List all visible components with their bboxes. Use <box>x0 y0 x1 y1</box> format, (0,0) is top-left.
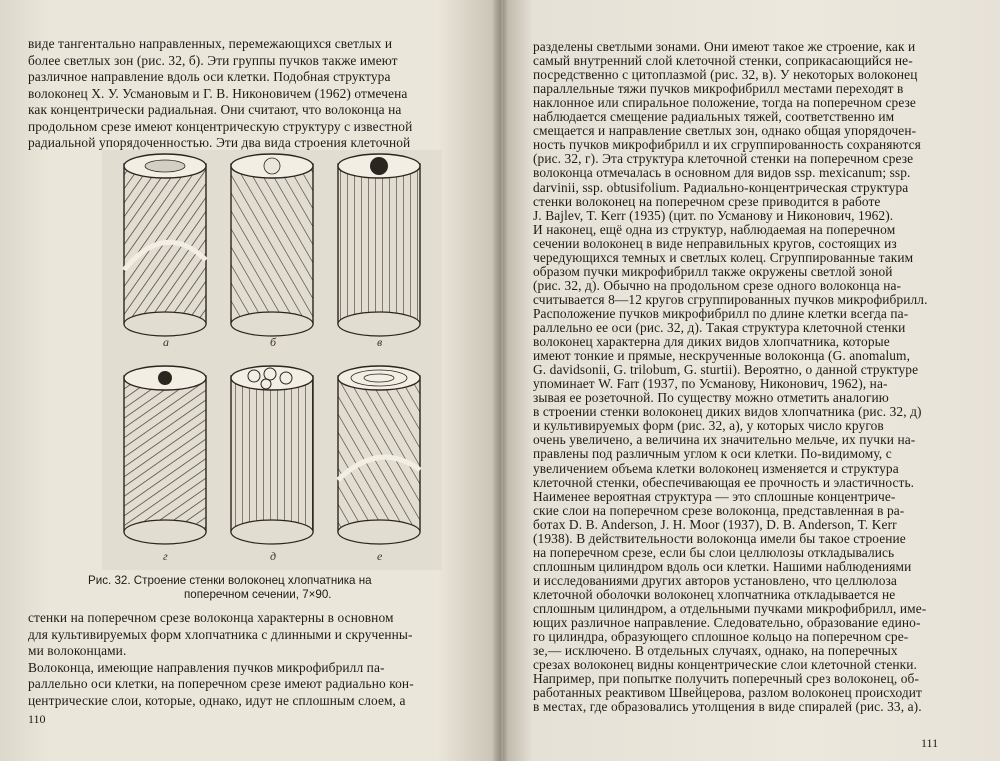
text-line: сплошным цилиндром вдоль оси клетки. Нашими наблюдениями <box>533 558 912 574</box>
panel-label-g: г <box>163 549 168 563</box>
text-line: упоминает W. Farr (1937, по Усманову, Никонович, 1962), на- <box>533 376 888 392</box>
book-gutter <box>492 0 508 761</box>
right-page <box>503 0 1000 761</box>
text-line: правлены под различным углом к оси клетки. По-видимому, с <box>533 446 892 462</box>
text-line: продольном срезе имеют концентрическую структуру с известной <box>28 118 413 134</box>
text-line: увеличением объема клетки волоконец изменяется и структура <box>533 460 899 476</box>
panel-d-cylinder <box>231 366 313 544</box>
text-line: для культивируемых форм хлопчатника с длинными и скрученны- <box>28 626 413 642</box>
text-line: наблюдается смещение радиальных тяжей, соответственно им <box>533 109 895 125</box>
text-line: G. davidsonii, G. trilobum, G. sturtii). Вероятно, о данной структуре <box>533 362 919 378</box>
panel-e-cylinder <box>338 366 420 544</box>
text-line: волоконец Х. У. Усмановым и Г. В. Никоновичем (1962) отмечена <box>28 85 408 101</box>
text-line: J. Bajlev, T. Kerr (1935) (цит. по Усманову и Никонович, 1962). <box>533 207 894 223</box>
text-line: сечении волоконец в виде неправильных кругов, состоящих из <box>533 235 897 251</box>
text-line: виде тангентально направленных, перемежающихся светлых и <box>28 36 393 51</box>
text-line: в местах, где образовались утолщения в виде спиралей (рис. 33, а). <box>533 699 922 715</box>
text-line: и культивируемых форм (рис. 32, а), у которых число кругов <box>533 418 884 434</box>
left-page <box>0 0 497 761</box>
figure-32 <box>102 150 442 570</box>
text-line: разделены светлыми зонами. Они имеют такое же строение, как и <box>533 39 916 54</box>
text-line: наклонное или спиральное положение, тогда на поперечном срезе <box>533 95 916 111</box>
text-line: различное направление вдоль оси клетки. Подобная структура <box>28 69 391 84</box>
text-line: центрические слои, которые, однако, идут не сплошным слоем, а <box>28 692 406 708</box>
text-line: darvinii, ssp. obtusifolium. Радиально-концентрическая структура <box>533 179 909 195</box>
text-line: волоконец характерна для диких видов хлопчатника, которые <box>533 334 890 350</box>
text-line: зывая ее розеточной. По существу можно отметить аналогию <box>533 390 889 406</box>
text-line: очень увеличено, а величина их значительно мельче, их пучки на- <box>533 432 916 448</box>
text-line: в строении стенки волоконец диких видов хлопчатника (рис. 32, д) <box>533 404 922 420</box>
page-number-left: 110 <box>28 712 46 726</box>
text-line: образом пучки микрофибрилл также окружены светлой зоной <box>533 263 893 279</box>
panel-label-d: д <box>270 549 277 563</box>
text-line: чередующихся темных и светлых колец. Сгруппированные таким <box>533 249 914 265</box>
text-line: и исследованиями других авторов установлено, что целлюлоза <box>533 572 897 588</box>
text-line: (рис. 32, д). Обычно на продольном срезе одного волоконца на- <box>533 277 902 293</box>
text-line: считывается 8—12 кругов сгруппированных пучков микрофибрилл. <box>533 291 928 307</box>
text-line: раллельно ее оси (рис. 32, д). Такая структура клеточной стенки <box>533 320 906 335</box>
text-line: ющих различное направление. Следовательно, образование едино- <box>533 615 921 631</box>
text-line: сплошным цилиндром, а отдельными пучками микрофибрилл, име- <box>533 601 927 616</box>
panel-label-a: а <box>163 335 169 349</box>
panel-a-cylinder <box>124 154 206 336</box>
figure-caption-line-2: поперечном сечении, 7×90. <box>184 588 332 601</box>
page-number-right: 111 <box>921 736 939 750</box>
text-line: Волоконца, имеющие направления пучков микрофибрилл па- <box>28 659 385 675</box>
panel-v-cylinder <box>338 154 420 336</box>
text-line: на поперечном срезе, если бы слои целлюлозы откладывались <box>533 544 895 560</box>
figure-32-drawing <box>102 150 442 570</box>
text-line: как концентрически радиальная. Они считают, что волоконца на <box>28 102 402 117</box>
panel-g-cylinder <box>124 366 206 544</box>
panel-label-v: в <box>377 335 383 349</box>
text-line: И наконец, ещё одна из структур, наблюдаемая на поперечном <box>533 221 896 237</box>
text-line: зе,— исключено. В отдельных случаях, однако, на поперечных <box>533 643 898 659</box>
text-line: параллельные тяжи пучков микрофибрилл местами переходят в <box>533 81 904 97</box>
text-line: Например, при попытке получить поперечный срез волоконец, об- <box>533 671 920 687</box>
text-line: клеточной стенки, обеспечивающая ее прочность и эластичность. <box>533 474 915 490</box>
text-line: го цилиндра, образующего сплошное кольцо на поперечном сре- <box>533 629 909 645</box>
text-line: работанных реактивом Швейцерова, разлом волоконец происходит <box>533 685 922 701</box>
text-line: стенки на поперечном срезе волоконца характерны в основном <box>28 610 394 625</box>
text-line: радиальной упорядоченностью. Эти два вида строения клеточной <box>28 135 411 150</box>
text-line: клеточной оболочки волоконец хлопчатника откладывается не <box>533 586 896 602</box>
text-line: смещается и направление светлых зон, однако общая упорядочен- <box>533 123 917 139</box>
text-line: Наименее вероятная структура — это сплошные концентриче- <box>533 488 896 504</box>
panel-label-b: б <box>270 335 277 349</box>
panel-label-e: е <box>377 549 383 563</box>
text-line: Расположение пучков микрофибрилл по длине клетки всегда па- <box>533 305 909 321</box>
text-line: срезах волоконец видны концентрические слои клеточной стенки. <box>533 657 917 673</box>
text-line: имеют тонкие и прямые, нескрученные волоконца (G. anomalum, <box>533 348 911 364</box>
text-line: (рис. 32, г). Эта структура клеточной стенки на поперечном срезе <box>533 151 914 167</box>
text-line: ность пучков микрофибрилл и их сгруппированность сохраняются <box>533 137 921 153</box>
text-line: стенки волоконец на поперечном срезе приводится в работе <box>533 193 881 209</box>
figure-caption-line-1: Рис. 32. Строение стенки волоконец хлопчатника на <box>88 574 372 587</box>
text-line: более светлых зон (рис. 32, б). Эти группы пучков также имеют <box>28 52 398 68</box>
text-line: ботах D. B. Anderson, J. H. Moor (1937), D. B. Anderson, T. Kerr <box>533 516 897 532</box>
text-line: ми волоконцами. <box>28 643 127 658</box>
text-line: волоконца отмечалась в основном для видов ssp. mexicanum; ssp. <box>533 165 911 181</box>
text-line: посредственно с цитоплазмой (рис. 32, в). У некоторых волоконец <box>533 67 918 83</box>
text-line: раллельно оси клетки, на поперечном срезе имеют радиально кон- <box>28 676 414 691</box>
text-line: самый внутренний слой клеточной стенки, соприкасающийся не- <box>533 53 913 69</box>
panel-b-cylinder <box>231 154 313 336</box>
text-line: ские слои на поперечном срезе волоконца, представленная в ра- <box>533 502 905 518</box>
text-line: (1938). В действительности волоконца имели бы такое строение <box>533 530 906 546</box>
